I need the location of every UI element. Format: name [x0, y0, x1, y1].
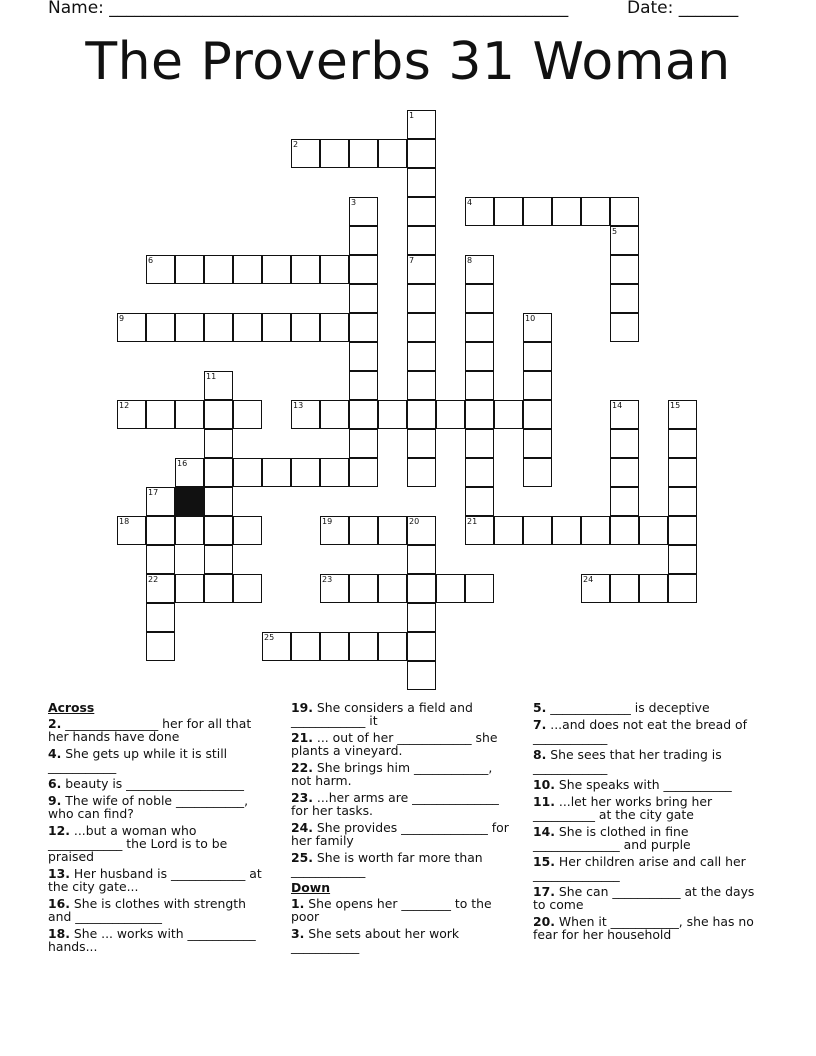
grid-cell[interactable]	[668, 545, 697, 574]
grid-cell[interactable]	[349, 313, 378, 342]
clue-item	[533, 825, 768, 851]
grid-cell[interactable]	[175, 516, 204, 545]
grid-cell[interactable]	[610, 574, 639, 603]
clue-item	[291, 821, 513, 847]
grid-cell[interactable]	[407, 226, 436, 255]
clue-label: 11.	[533, 794, 555, 809]
clue-item	[48, 777, 270, 790]
grid-cell[interactable]	[465, 574, 494, 603]
clue-item	[291, 731, 513, 757]
grid-cell[interactable]	[175, 574, 204, 603]
clue-label: 24.	[291, 820, 313, 835]
grid-cell[interactable]	[610, 429, 639, 458]
grid-cell[interactable]	[175, 400, 204, 429]
clue-item	[533, 855, 768, 881]
clue-item	[533, 748, 768, 774]
clue-number: 17	[148, 488, 159, 497]
clue-label: 25.	[291, 850, 313, 865]
grid-cell[interactable]	[523, 400, 552, 429]
grid-cell[interactable]	[523, 516, 552, 545]
clue-item	[48, 717, 270, 743]
grid-cell[interactable]	[291, 458, 320, 487]
grid-cell[interactable]	[407, 371, 436, 400]
clue-label: 10.	[533, 777, 555, 792]
clue-number: 21	[467, 517, 478, 526]
grid-cell[interactable]	[494, 197, 523, 226]
grid-cell[interactable]	[146, 516, 175, 545]
grid-cell[interactable]	[378, 400, 407, 429]
grid-cell[interactable]	[349, 400, 378, 429]
grid-cell[interactable]	[204, 313, 233, 342]
grid-cell[interactable]	[407, 168, 436, 197]
grid-cell[interactable]	[610, 255, 639, 284]
clue-text: _______________ her for all that her hands have done	[48, 716, 252, 744]
clues-column-2	[291, 701, 513, 957]
clue-number: 15	[670, 401, 681, 410]
grid-cell[interactable]	[262, 313, 291, 342]
grid-cell[interactable]	[407, 661, 436, 690]
grid-cell[interactable]	[465, 371, 494, 400]
grid-cell[interactable]	[204, 400, 233, 429]
clue-item	[533, 701, 768, 714]
grid-cell[interactable]	[552, 197, 581, 226]
grid-cell[interactable]	[494, 516, 523, 545]
grid-cell[interactable]	[204, 574, 233, 603]
grid-cell[interactable]	[465, 342, 494, 371]
grid-cell[interactable]	[668, 487, 697, 516]
grid-cell[interactable]	[639, 574, 668, 603]
date-field[interactable]: Date: _______	[627, 0, 739, 18]
clue-label: 19.	[291, 700, 313, 715]
grid-cell[interactable]	[610, 197, 639, 226]
clue-item	[533, 795, 768, 821]
grid-cell[interactable]	[436, 400, 465, 429]
grid-cell[interactable]	[175, 255, 204, 284]
clue-item	[291, 927, 513, 953]
clue-item	[291, 701, 513, 727]
grid-cell[interactable]	[146, 313, 175, 342]
clue-item	[48, 867, 270, 893]
clue-number: 22	[148, 575, 159, 584]
grid-cell[interactable]	[349, 429, 378, 458]
grid-cell[interactable]	[320, 255, 349, 284]
grid-cell[interactable]	[204, 487, 233, 516]
clue-text: ...let her works bring her __________ at the city gate	[533, 794, 713, 822]
grid-cell[interactable]	[407, 574, 436, 603]
grid-cell[interactable]	[349, 574, 378, 603]
grid-cell[interactable]	[233, 313, 262, 342]
grid-cell[interactable]	[465, 458, 494, 487]
grid-cell[interactable]	[233, 516, 262, 545]
clue-number: 19	[322, 517, 333, 526]
clue-text: She opens her ________ to the poor	[291, 896, 492, 924]
clue-text: She ... works with ___________ hands...	[48, 926, 256, 954]
grid-cell[interactable]	[204, 429, 233, 458]
clue-number: 1	[409, 111, 415, 120]
clue-label: 12.	[48, 823, 70, 838]
grid-cell[interactable]	[378, 139, 407, 168]
grid-cell[interactable]	[523, 197, 552, 226]
grid-cell[interactable]	[465, 284, 494, 313]
clue-item	[533, 778, 768, 791]
grid-cell[interactable]	[407, 284, 436, 313]
clues-column-3	[533, 701, 768, 945]
clue-text: She is worth far more than ____________	[291, 850, 483, 878]
grid-cell[interactable]	[291, 313, 320, 342]
grid-cell[interactable]	[407, 632, 436, 661]
clue-text: beauty is ___________________	[61, 776, 244, 791]
clue-number: 5	[612, 227, 618, 236]
clue-number: 8	[467, 256, 473, 265]
grid-cell[interactable]	[146, 400, 175, 429]
clue-text: She is clothed in fine ______________ and purple	[533, 824, 691, 852]
clue-text: _____________ is deceptive	[546, 700, 710, 715]
grid-cell[interactable]	[320, 400, 349, 429]
clue-label: 6.	[48, 776, 62, 791]
grid-cell[interactable]	[262, 458, 291, 487]
clue-label: 15.	[533, 854, 555, 869]
clue-number: 10	[525, 314, 536, 323]
black-cell	[175, 487, 204, 516]
clue-number: 25	[264, 633, 275, 642]
clue-item	[291, 897, 513, 923]
grid-cell[interactable]	[610, 487, 639, 516]
clue-item	[533, 915, 768, 941]
clue-item	[291, 791, 513, 817]
clue-label: 7.	[533, 717, 547, 732]
clue-text: She considers a field and ____________ it	[291, 700, 473, 728]
grid-cell[interactable]	[349, 632, 378, 661]
grid-cell[interactable]	[407, 400, 436, 429]
clue-number: 6	[148, 256, 154, 265]
grid-cell[interactable]	[523, 429, 552, 458]
grid-cell[interactable]	[204, 458, 233, 487]
grid-cell[interactable]	[349, 255, 378, 284]
grid-cell[interactable]	[668, 574, 697, 603]
grid-cell[interactable]	[407, 139, 436, 168]
clue-label: 18.	[48, 926, 70, 941]
clue-text: ...but a woman who ____________ the Lord is to be praised	[48, 823, 228, 864]
clue-item	[48, 747, 270, 773]
clue-label: 2.	[48, 716, 62, 731]
clue-number: 16	[177, 459, 188, 468]
clue-label: 4.	[48, 746, 62, 761]
clue-label: 14.	[533, 824, 555, 839]
grid-cell[interactable]	[523, 342, 552, 371]
clue-number: 12	[119, 401, 130, 410]
clue-text: When it ___________, she has no fear for her household	[533, 914, 754, 942]
clue-number: 4	[467, 198, 473, 207]
clue-text: She sees that her trading is ____________	[533, 747, 722, 775]
clue-label: 9.	[48, 793, 62, 808]
clue-item	[48, 824, 270, 863]
clue-item	[533, 718, 768, 744]
grid-cell[interactable]	[523, 371, 552, 400]
clue-number: 11	[206, 372, 217, 381]
grid-cell[interactable]	[320, 313, 349, 342]
clue-item	[48, 897, 270, 923]
grid-cell[interactable]	[320, 458, 349, 487]
grid-cell[interactable]	[349, 284, 378, 313]
clue-label: 1.	[291, 896, 305, 911]
clue-text: She gets up while it is still ___________	[48, 746, 228, 774]
grid-cell[interactable]	[436, 574, 465, 603]
grid-cell[interactable]	[465, 400, 494, 429]
grid-cell[interactable]	[233, 458, 262, 487]
clue-text: ... out of her ____________ she plants a vineyard.	[291, 730, 498, 758]
grid-cell[interactable]	[175, 313, 204, 342]
grid-cell[interactable]	[378, 516, 407, 545]
clue-label: 5.	[533, 700, 547, 715]
grid-cell[interactable]	[407, 429, 436, 458]
clue-number: 24	[583, 575, 594, 584]
grid-cell[interactable]	[407, 342, 436, 371]
clue-text: She brings him ____________, not harm.	[291, 760, 493, 788]
grid-cell[interactable]	[668, 458, 697, 487]
grid-cell[interactable]	[378, 632, 407, 661]
clue-label: 17.	[533, 884, 555, 899]
grid-cell[interactable]	[407, 313, 436, 342]
clue-item	[291, 761, 513, 787]
grid-cell[interactable]	[378, 574, 407, 603]
grid-cell[interactable]	[349, 458, 378, 487]
grid-cell[interactable]	[233, 574, 262, 603]
clue-text: ...and does not eat the bread of ____________	[533, 717, 747, 745]
clue-number: 9	[119, 314, 125, 323]
grid-cell[interactable]	[523, 458, 552, 487]
grid-cell[interactable]	[204, 516, 233, 545]
grid-cell[interactable]	[262, 255, 291, 284]
clue-number: 18	[119, 517, 130, 526]
grid-cell[interactable]	[291, 255, 320, 284]
grid-cell[interactable]	[349, 516, 378, 545]
clue-number: 2	[293, 140, 299, 149]
clue-label: 13.	[48, 866, 70, 881]
clue-label: 20.	[533, 914, 555, 929]
clue-label: 22.	[291, 760, 313, 775]
clue-number: 23	[322, 575, 333, 584]
clue-label: 23.	[291, 790, 313, 805]
clue-number: 14	[612, 401, 623, 410]
grid-cell[interactable]	[552, 516, 581, 545]
clue-text: ...her arms are ______________ for her tasks.	[291, 790, 499, 818]
clue-number: 20	[409, 517, 420, 526]
grid-cell[interactable]	[581, 197, 610, 226]
grid-cell[interactable]	[320, 632, 349, 661]
clues-column-1	[48, 701, 270, 957]
grid-cell[interactable]	[668, 516, 697, 545]
grid-cell[interactable]	[494, 400, 523, 429]
grid-cell[interactable]	[610, 458, 639, 487]
page-title: The Proverbs 31 Woman	[85, 32, 731, 92]
clue-label: 3.	[291, 926, 305, 941]
grid-cell[interactable]	[146, 603, 175, 632]
grid-cell[interactable]	[349, 371, 378, 400]
clue-text: She provides ______________ for her family	[291, 820, 509, 848]
grid-cell[interactable]	[639, 516, 668, 545]
down-heading: Down	[291, 880, 331, 895]
grid-cell[interactable]	[233, 400, 262, 429]
grid-cell[interactable]	[610, 313, 639, 342]
grid-cell[interactable]	[407, 458, 436, 487]
across-heading: Across	[48, 700, 95, 715]
grid-cell[interactable]	[465, 487, 494, 516]
clue-text: The wife of noble ___________, who can find?	[48, 793, 249, 821]
grid-cell[interactable]	[407, 545, 436, 574]
grid-cell[interactable]	[204, 255, 233, 284]
name-field[interactable]: Name: ______________________________________________________	[48, 0, 569, 18]
clue-number: 7	[409, 256, 415, 265]
grid-cell[interactable]	[407, 197, 436, 226]
clue-item	[291, 851, 513, 877]
grid-cell[interactable]	[610, 516, 639, 545]
grid-cell[interactable]	[349, 226, 378, 255]
grid-cell[interactable]	[349, 139, 378, 168]
grid-cell[interactable]	[407, 603, 436, 632]
clue-text: Her children arise and call her ______________	[533, 854, 746, 882]
clue-text: Her husband is ____________ at the city gate...	[48, 866, 262, 894]
clue-item	[48, 794, 270, 820]
clue-text: She speaks with ___________	[554, 777, 732, 792]
grid-cell[interactable]	[668, 429, 697, 458]
grid-cell[interactable]	[233, 255, 262, 284]
clue-item	[533, 885, 768, 911]
grid-cell[interactable]	[146, 632, 175, 661]
clue-item	[48, 927, 270, 953]
clue-label: 8.	[533, 747, 547, 762]
clue-text: She is clothes with strength and ______________	[48, 896, 246, 924]
clue-label: 16.	[48, 896, 70, 911]
grid-cell[interactable]	[291, 632, 320, 661]
grid-cell[interactable]	[465, 429, 494, 458]
clue-number: 13	[293, 401, 304, 410]
grid-cell[interactable]	[204, 545, 233, 574]
clue-text: She sets about her work ___________	[291, 926, 460, 954]
grid-cell[interactable]	[465, 313, 494, 342]
grid-cell[interactable]	[146, 545, 175, 574]
clue-text: She can ___________ at the days to come	[533, 884, 755, 912]
grid-cell[interactable]	[610, 284, 639, 313]
grid-cell[interactable]	[320, 139, 349, 168]
clue-label: 21.	[291, 730, 313, 745]
clue-number: 3	[351, 198, 357, 207]
grid-cell[interactable]	[581, 516, 610, 545]
grid-cell[interactable]	[349, 342, 378, 371]
